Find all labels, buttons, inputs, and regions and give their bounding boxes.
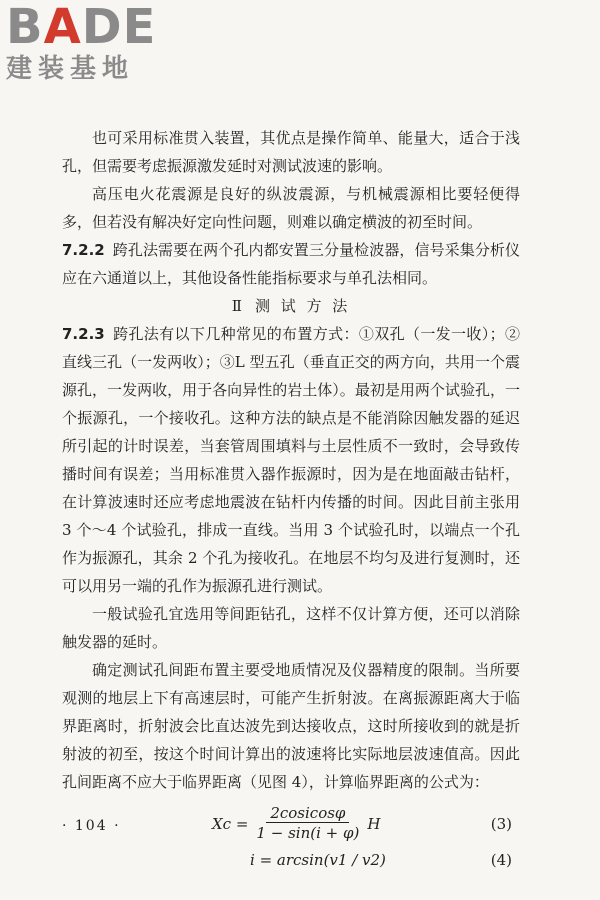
brand-logo [6,2,156,86]
formula-4-expression: i = arcsin(v1 / v2) [250,851,386,869]
paragraph: 高压电火花震源是良好的纵波震源，与机械震源相比要轻便得多，但若没有解决好定向性问题，则难以确定横波的初至时间。 [62,185,520,231]
paragraph: 确定测试孔间距布置主要受地质情况及仪器精度的限制。当所要观测的地层上下有高速层时，可能产生折射波。在离振源距离大于临界距离时，折射波会比直达波先到达接收点，这时所接收到的就是折射波的初至，按这个时间计算出的波速将比实际地层波速值高。因此孔间距离不应大于临界距离（见图 4），计算临界距离的公式为： [62,661,520,791]
paragraph: 一般试验孔宜选用等间距钻孔，这样不仅计算方便，还可以消除触发器的延时。 [62,605,520,651]
formula-lhs: Xc = [212,814,249,833]
section-title: 测 试 方 法 [254,297,351,315]
clause-7-2-2 [62,236,520,292]
logo-subtitle: 建装基地 [6,54,135,84]
formula-3 [62,802,520,846]
clause-number: 7.2.3 [62,325,105,343]
clause-text: 跨孔法有以下几种常见的布置方式：①双孔（一发一收）；②直线三孔（一发两收）；③L 型五孔（垂直正交的两方向，共用一个震源孔，一发两收，用于各向异性的岩土体）。最初是用两个试验孔，一个振源孔，一个接收孔。这种方法的缺点是不能消除因触发器的延迟所引起的计时误差，当套管周围填料与土层性质不一致时，会导致传播时间有误差；当用标准贯入器作振源时，因为是在地面敲击钻杆，在计算波速时还应考虑地震波在钻杆内传播的时间。因此目前主张用 3 个～4 个试验孔，排成一直线。当用 3 个试验孔时，以端点一个孔作为振源孔，其余 2 个孔为接收孔。在地层不均匀及进行复测时，还可以用另一端的孔作为振源孔进行测试。 [62,325,520,595]
page-number: · 104 · [62,818,121,834]
formula-denominator: 1 − sin(i + φ) [256,824,360,842]
formula-numerator: 2cosicosφ [266,804,349,823]
section-heading [62,292,520,320]
paragraph: 也可采用标准贯入装置，其优点是操作简单、能量大，适合于浅孔，但需要考虑振源激发延时对测试波速的影响。 [62,129,520,175]
formula-tail: H [367,814,381,833]
formula-number: (3) [490,815,512,833]
clause-text: 跨孔法需要在两个孔内都安置三分量检波器，信号采集分析仪应在六通道以上，其他设备性能指标要求与单孔法相同。 [62,241,520,287]
logo-accent-letter: A [43,0,82,55]
formula-4 [62,846,520,874]
formula-number: (4) [490,851,512,869]
clause-number: 7.2.2 [62,241,105,259]
formula-fraction [252,804,363,843]
page-body [62,124,520,874]
section-roman-numeral: Ⅱ [231,297,245,315]
formula-3-expression [212,804,380,843]
logo-wordmark: BADE [6,0,157,55]
clause-7-2-3 [62,320,520,600]
